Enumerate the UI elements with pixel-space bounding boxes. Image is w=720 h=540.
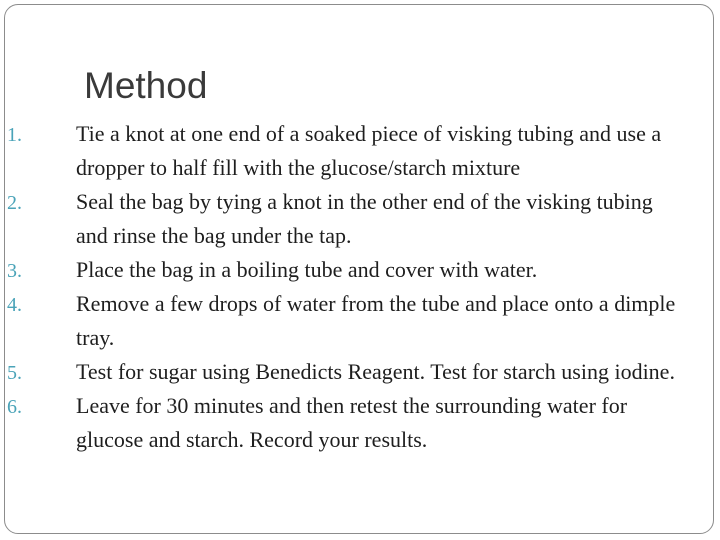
step-text: Place the bag in a boiling tube and cover with water. bbox=[76, 257, 538, 282]
list-item bbox=[5, 117, 676, 185]
step-number: 2. bbox=[7, 192, 22, 214]
list-item bbox=[5, 287, 676, 355]
step-number: 3. bbox=[7, 260, 22, 282]
step-text: Seal the bag by tying a knot in the other end of the visking tubing and rinse the bag under the tap. bbox=[76, 189, 653, 248]
step-text: Leave for 30 minutes and then retest the surrounding water for glucose and starch. Record your results. bbox=[76, 393, 628, 452]
method-steps-list bbox=[5, 117, 676, 457]
slide-title: Method bbox=[84, 65, 208, 106]
step-number: 5. bbox=[7, 362, 22, 384]
step-text: Tie a knot at one end of a soaked piece of visking tubing and use a dropper to half fill with the glucose/starch mixture bbox=[76, 121, 662, 180]
list-item bbox=[5, 253, 676, 287]
list-item bbox=[5, 389, 676, 457]
list-item bbox=[5, 185, 676, 253]
list-item bbox=[5, 355, 676, 389]
step-number: 6. bbox=[7, 396, 22, 418]
step-text: Remove a few drops of water from the tube and place onto a dimple tray. bbox=[76, 291, 676, 350]
step-text: Test for sugar using Benedicts Reagent. Test for starch using iodine. bbox=[76, 359, 675, 384]
slide-frame bbox=[4, 4, 714, 534]
step-number: 4. bbox=[7, 294, 22, 316]
step-number: 1. bbox=[7, 124, 22, 146]
